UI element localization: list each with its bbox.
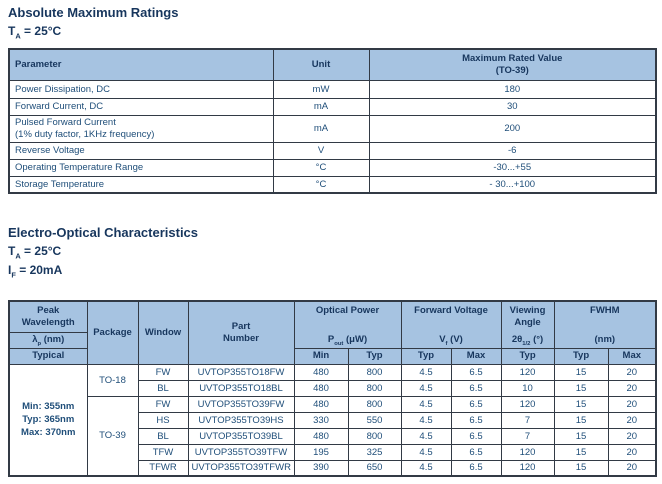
symbol-sub: p xyxy=(37,340,42,347)
eo-header-window: Window xyxy=(138,301,188,364)
amr-row-storage-temperature xyxy=(9,176,656,193)
symbol-rest: (V) xyxy=(447,333,463,345)
cond-base: T xyxy=(8,24,16,38)
amr-header-max-rated-value xyxy=(369,49,656,80)
window-cell: HS xyxy=(138,412,188,428)
symbol-rest: (μW) xyxy=(343,333,368,345)
amr-value: 200 xyxy=(369,115,656,142)
vf-typ-cell: 4.5 xyxy=(401,380,451,396)
amr-row-operating-temperature xyxy=(9,159,656,176)
op-min-cell: 480 xyxy=(294,380,348,396)
wavelength-min: Min: 355nm xyxy=(22,401,75,413)
eo-subheader-fwhm-max: Max xyxy=(608,348,656,364)
vf-max-cell: 6.5 xyxy=(451,364,501,380)
cond-base: T xyxy=(8,244,16,258)
peak-line1: Peak xyxy=(37,304,60,316)
op-min-cell: 195 xyxy=(294,444,348,460)
symbol-base: λ xyxy=(32,334,38,345)
amr-value: 180 xyxy=(369,80,656,98)
vf-typ-cell: 4.5 xyxy=(401,364,451,380)
wavelength-max: Max: 370nm xyxy=(21,427,76,439)
amr-unit: °C xyxy=(273,176,369,193)
window-cell: FW xyxy=(138,364,188,380)
vf-max-cell: 6.5 xyxy=(451,412,501,428)
va-typ-cell: 7 xyxy=(501,412,554,428)
amr-row-reverse-voltage xyxy=(9,142,656,159)
part-number-cell: UVTOP355TO18FW xyxy=(188,364,294,380)
part-number-cell: UVTOP355TO39TFWR xyxy=(188,460,294,476)
amr-value: 30 xyxy=(369,98,656,115)
amr-unit: V xyxy=(273,142,369,159)
eo-header-optical-power xyxy=(294,301,401,348)
amr-unit: mA xyxy=(273,115,369,142)
fwhm-typ-cell: 15 xyxy=(554,412,608,428)
cond-rest: = 20mA xyxy=(15,263,63,277)
amr-parameter xyxy=(9,115,273,142)
amr-value: -30...+55 xyxy=(369,159,656,176)
op-typ-cell: 800 xyxy=(348,380,401,396)
cond-subscript: A xyxy=(15,251,21,261)
optical-power-title: Optical Power xyxy=(315,304,380,316)
amr-header-value-line1: Maximum Rated Value xyxy=(462,52,563,64)
fwhm-max-cell: 20 xyxy=(608,444,656,460)
eo-subheader-op-typ: Typ xyxy=(348,348,401,364)
vf-max-cell: 6.5 xyxy=(451,444,501,460)
op-min-cell: 480 xyxy=(294,428,348,444)
amr-parameter: Operating Temperature Range xyxy=(9,159,273,176)
cond-subscript: A xyxy=(15,31,21,41)
part-line1: Part xyxy=(231,320,251,332)
amr-unit: mA xyxy=(273,98,369,115)
op-min-cell: 330 xyxy=(294,412,348,428)
optical-power-symbol xyxy=(298,334,398,346)
vf-max-cell: 6.5 xyxy=(451,396,501,412)
va-typ-cell: 120 xyxy=(501,460,554,476)
op-min-cell: 480 xyxy=(294,396,348,412)
symbol-base: V xyxy=(439,333,446,345)
fwhm-typ-cell: 15 xyxy=(554,460,608,476)
viewing-angle-symbol xyxy=(505,334,551,346)
datasheet-page xyxy=(0,4,662,484)
part-number-cell: UVTOP355TO39FW xyxy=(188,396,294,412)
amr-unit: mW xyxy=(273,80,369,98)
fwhm-typ-cell: 15 xyxy=(554,396,608,412)
cond-subscript: F xyxy=(11,270,16,280)
amr-parameter: Storage Temperature xyxy=(9,176,273,193)
window-cell: BL xyxy=(138,380,188,396)
fwhm-typ-cell: 15 xyxy=(554,428,608,444)
eo-subheader-op-min: Min xyxy=(294,348,348,364)
eo-row-to18-fw xyxy=(9,364,656,380)
cond-base: I xyxy=(8,263,12,277)
amr-row-pulsed-forward-current xyxy=(9,115,656,142)
part-number-cell: UVTOP355TO39BL xyxy=(188,428,294,444)
symbol-rest: (nm) xyxy=(41,334,65,345)
cond-rest: = 25°C xyxy=(20,244,62,258)
amr-header-unit: Unit xyxy=(273,49,369,80)
vf-max-cell: 6.5 xyxy=(451,460,501,476)
eo-subheader-vf-max: Max xyxy=(451,348,501,364)
op-typ-cell: 800 xyxy=(348,364,401,380)
vf-typ-cell: 4.5 xyxy=(401,444,451,460)
fwhm-max-cell: 20 xyxy=(608,396,656,412)
amr-parameter: Forward Current, DC xyxy=(9,98,273,115)
eo-header-viewing-angle xyxy=(501,301,554,348)
symbol-sub: f xyxy=(445,340,448,347)
op-typ-cell: 650 xyxy=(348,460,401,476)
forward-voltage-title: Forward Voltage xyxy=(414,304,488,316)
fwhm-title: FWHM xyxy=(590,304,620,316)
vf-typ-cell: 4.5 xyxy=(401,428,451,444)
eo-header-part-number xyxy=(188,301,294,364)
condition-ta-eo xyxy=(8,242,662,260)
vf-typ-cell: 4.5 xyxy=(401,412,451,428)
eo-header-row-1 xyxy=(9,301,656,332)
op-min-cell: 480 xyxy=(294,364,348,380)
amr-header-parameter: Parameter xyxy=(9,49,273,80)
eo-subheader-va-typ: Typ xyxy=(501,348,554,364)
vf-typ-cell: 4.5 xyxy=(401,460,451,476)
window-cell: TFWR xyxy=(138,460,188,476)
symbol-sub: 1/2 xyxy=(522,340,531,347)
part-number-cell: UVTOP355TO39HS xyxy=(188,412,294,428)
condition-ta-amr xyxy=(8,22,662,40)
fwhm-typ-cell: 15 xyxy=(554,364,608,380)
symbol-rest: (°) xyxy=(530,333,544,345)
absolute-maximum-ratings-table xyxy=(8,48,657,194)
symbol-base: 2θ xyxy=(511,333,523,345)
amr-row-power-dissipation xyxy=(9,80,656,98)
va-typ-cell: 120 xyxy=(501,396,554,412)
forward-voltage-symbol xyxy=(405,334,498,346)
va-typ-cell: 120 xyxy=(501,444,554,460)
viewing-angle-title: Viewing Angle xyxy=(509,304,546,328)
fwhm-max-cell: 20 xyxy=(608,364,656,380)
amr-parameter: Power Dissipation, DC xyxy=(9,80,273,98)
amr-parameter: Reverse Voltage xyxy=(9,142,273,159)
section-title-electro-optical-characteristics: Electro-Optical Characteristics xyxy=(8,225,199,240)
vf-max-cell: 6.5 xyxy=(451,380,501,396)
va-typ-cell: 7 xyxy=(501,428,554,444)
part-number-cell: UVTOP355TO18BL xyxy=(188,380,294,396)
package-cell-to39: TO-39 xyxy=(87,396,138,476)
eo-row-to39-fw xyxy=(9,396,656,412)
peak-line2: Wavelength xyxy=(21,316,75,328)
va-typ-cell: 120 xyxy=(501,364,554,380)
fwhm-typ-cell: 15 xyxy=(554,380,608,396)
fwhm-max-cell: 20 xyxy=(608,380,656,396)
symbol-sub: out xyxy=(334,340,344,347)
electro-optical-characteristics-table xyxy=(8,300,657,477)
wavelength-typ: Typ: 365nm xyxy=(22,414,75,426)
va-typ-cell: 10 xyxy=(501,380,554,396)
op-typ-cell: 325 xyxy=(348,444,401,460)
eo-header-fwhm xyxy=(554,301,656,348)
cond-rest: = 25°C xyxy=(20,24,62,38)
amr-value: -6 xyxy=(369,142,656,159)
amr-parameter-line1: Pulsed Forward Current xyxy=(15,116,116,128)
vf-typ-cell: 4.5 xyxy=(401,396,451,412)
fwhm-unit: (nm) xyxy=(594,333,616,345)
fwhm-max-cell: 20 xyxy=(608,460,656,476)
wavelength-cell xyxy=(9,364,87,476)
amr-value: - 30...+100 xyxy=(369,176,656,193)
window-cell: FW xyxy=(138,396,188,412)
fwhm-typ-cell: 15 xyxy=(554,444,608,460)
symbol-base: P xyxy=(327,333,335,345)
eo-header-forward-voltage xyxy=(401,301,501,348)
eo-header-lambda xyxy=(9,332,87,348)
eo-subheader-fwhm-typ: Typ xyxy=(554,348,608,364)
window-cell: BL xyxy=(138,428,188,444)
part-number-cell: UVTOP355TO39TFW xyxy=(188,444,294,460)
condition-if-eo xyxy=(8,261,662,279)
eo-subheader-vf-typ: Typ xyxy=(401,348,451,364)
vf-max-cell: 6.5 xyxy=(451,428,501,444)
section-title-absolute-maximum-ratings: Absolute Maximum Ratings xyxy=(8,5,179,20)
amr-header-row xyxy=(9,49,656,80)
package-cell-to18: TO-18 xyxy=(87,364,138,396)
part-line2: Number xyxy=(223,332,259,344)
eo-header-typical: Typical xyxy=(9,348,87,364)
op-min-cell: 390 xyxy=(294,460,348,476)
eo-header-peak-wavelength xyxy=(9,301,87,332)
fwhm-max-cell: 20 xyxy=(608,412,656,428)
amr-header-value-line2: (TO-39) xyxy=(495,64,529,76)
window-cell: TFW xyxy=(138,444,188,460)
eo-header-package: Package xyxy=(87,301,138,364)
amr-parameter-line2: (1% duty factor, 1KHz frequency) xyxy=(15,128,155,140)
fwhm-max-cell: 20 xyxy=(608,428,656,444)
amr-unit: °C xyxy=(273,159,369,176)
op-typ-cell: 550 xyxy=(348,412,401,428)
op-typ-cell: 800 xyxy=(348,428,401,444)
op-typ-cell: 800 xyxy=(348,396,401,412)
amr-row-forward-current xyxy=(9,98,656,115)
